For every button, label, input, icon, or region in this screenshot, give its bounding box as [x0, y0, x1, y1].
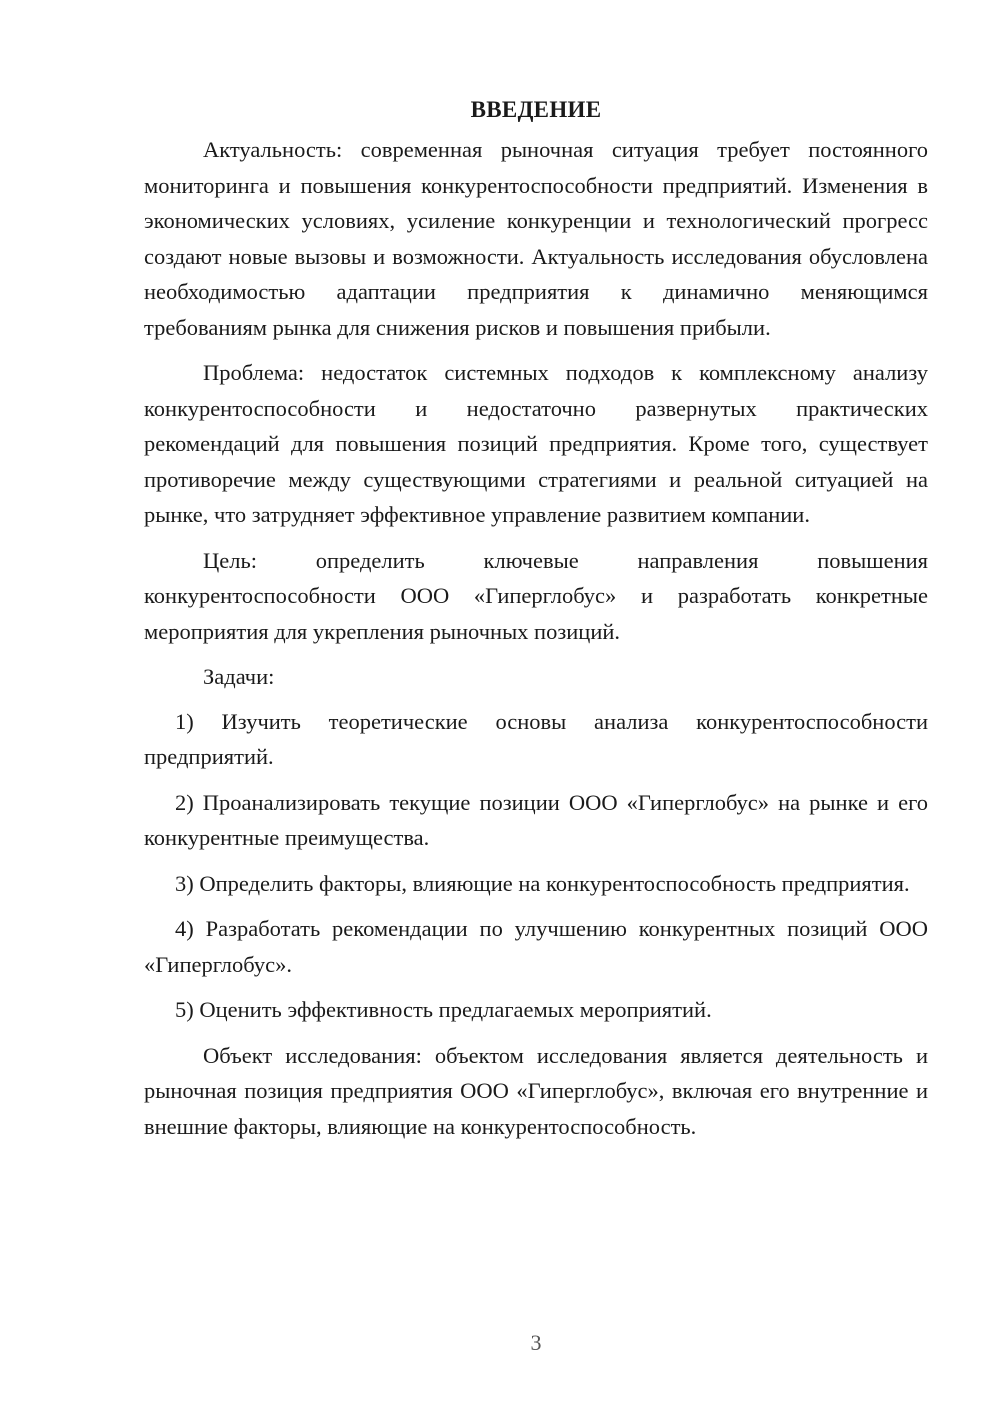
task-item-1: 1) Изучить теоретические основы анализа конкурентоспособности предприятий. — [144, 708, 928, 769]
task-item-5: 5) Оценить эффективность предлагаемых мероприятий. — [175, 997, 712, 1022]
task-item-4: 4) Разработать рекомендации по улучшению конкурентных позиций ООО «Гиперглобус». — [144, 916, 928, 977]
object-paragraph: Объект исследования: объектом исследования является деятельность и рыночная позиция предприятия ООО «Гиперглобус», включая его внутренние и внешние факторы, влияющие на конкурентоспособность. — [144, 1042, 928, 1139]
problem-paragraph: Проблема: недостаток системных подходов к комплексному анализу конкурентоспособности и недостаточно развернутых практических рекомендаций для повышения позиций предприятия. Кроме того, существует противоречие между существующими стратегиями и реальной ситуацией на рынке, что затрудняет эффективное управление развитием компании. — [144, 360, 928, 527]
task-item-2: 2) Проанализировать текущие позиции ООО «Гиперглобус» на рынке и его конкурентные преимущества. — [144, 789, 928, 850]
goal-paragraph: Цель: определить ключевые направления повышения конкурентоспособности ООО «Гиперглобус» и разработать конкретные мероприятия для укрепления рыночных позиций. — [144, 547, 928, 644]
section-title: ВВЕДЕНИЕ — [470, 97, 602, 122]
relevance-paragraph: Актуальность: современная рыночная ситуация требует постоянного мониторинга и повышения конкурентоспособности предприятий. Изменения в экономических условиях, усиление конкуренции и технологический прогресс создают новые вызовы и возможности. Актуальность исследования обусловлена необходимостью адаптации предприятия к динамично меняющимся требованиям рынка для снижения рисков и повышения прибыли. — [144, 137, 928, 340]
task-item-3: 3) Определить факторы, влияющие на конкурентоспособность предприятия. — [175, 870, 910, 896]
tasks-heading: Задачи: — [203, 664, 275, 689]
document-page — [144, 92, 928, 1154]
page-number: 3 — [530, 1330, 542, 1355]
